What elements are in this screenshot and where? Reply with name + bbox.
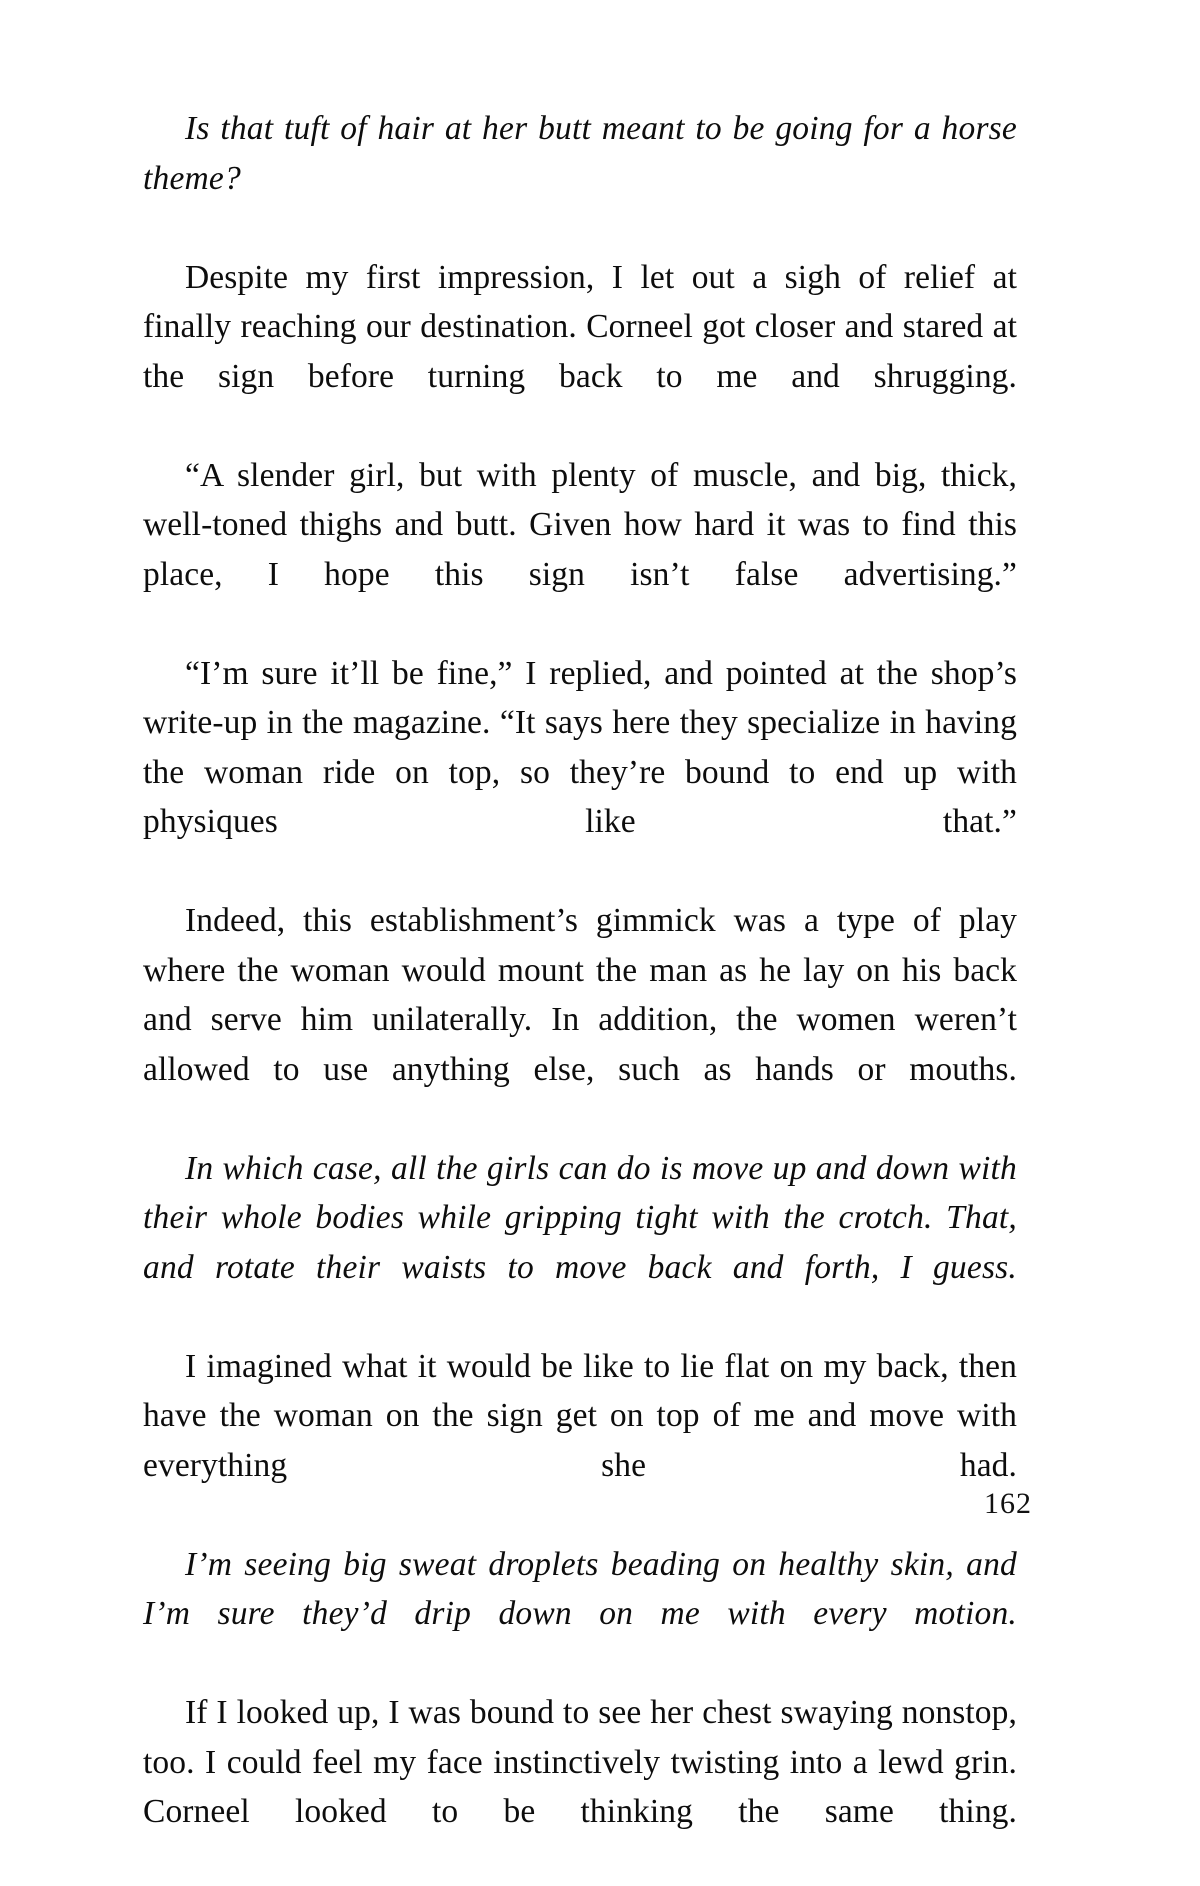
paragraph-inner-monologue-in-which-case: In which case, all the girls can do is move up and down with their whole bodies while gripping tight with the crotch. That, and rotate their waists to move back and forth, I guess. — [143, 1149, 1017, 1286]
paragraph-inner-monologue-horse-theme: Is that tuft of hair at her butt meant to be going for a horse theme? — [143, 110, 1017, 197]
paragraph-im-sure-itll-be-fine-dialogue: “I’m sure it’ll be fine,” I replied, and pointed at the shop’s write-up in the magazine. “It says here they specialize in having the woman ride on top, so they’re bound to end up with physiques like that.” — [143, 654, 1017, 840]
paragraph-if-i-looked-up: If I looked up, I was bound to see her chest swaying nonstop, too. I could feel my face instinctively twisting into a lewd grin. Corneel looked to be thinking the same thing. — [143, 1694, 1017, 1830]
paragraph-slender-girl-dialogue: “A slender girl, but with plenty of muscle, and big, thick, well-toned thighs and butt. Given how hard it was to find this place, I hope this sign isn’t false advertising.” — [143, 456, 1017, 593]
paragraph-establishment-gimmick: Indeed, this establishment’s gimmick was a type of play where the woman would mount the man as he lay on his back and serve him unilaterally. In addition, the women weren’t allowed to use anything else, such as hands or mouths. — [143, 902, 1017, 1088]
paragraph-despite-first-impression: Despite my first impression, I let out a sigh of relief at finally reaching our destination. Corneel got closer and stared at the sign before turning back to me and shrugging. — [143, 258, 1017, 395]
paragraph-imagined-lying-flat: I imagined what it would be like to lie flat on my back, then have the woman on the sign get on top of me and move with everything she had. — [143, 1347, 1017, 1484]
paragraph-inner-monologue-sweat-droplets: I’m seeing big sweat droplets beading on healthy skin, and I’m sure they’d drip down on me with every motion. — [143, 1545, 1017, 1632]
page-number: 162 — [984, 1487, 1032, 1520]
page-text-body — [143, 104, 1017, 1886]
